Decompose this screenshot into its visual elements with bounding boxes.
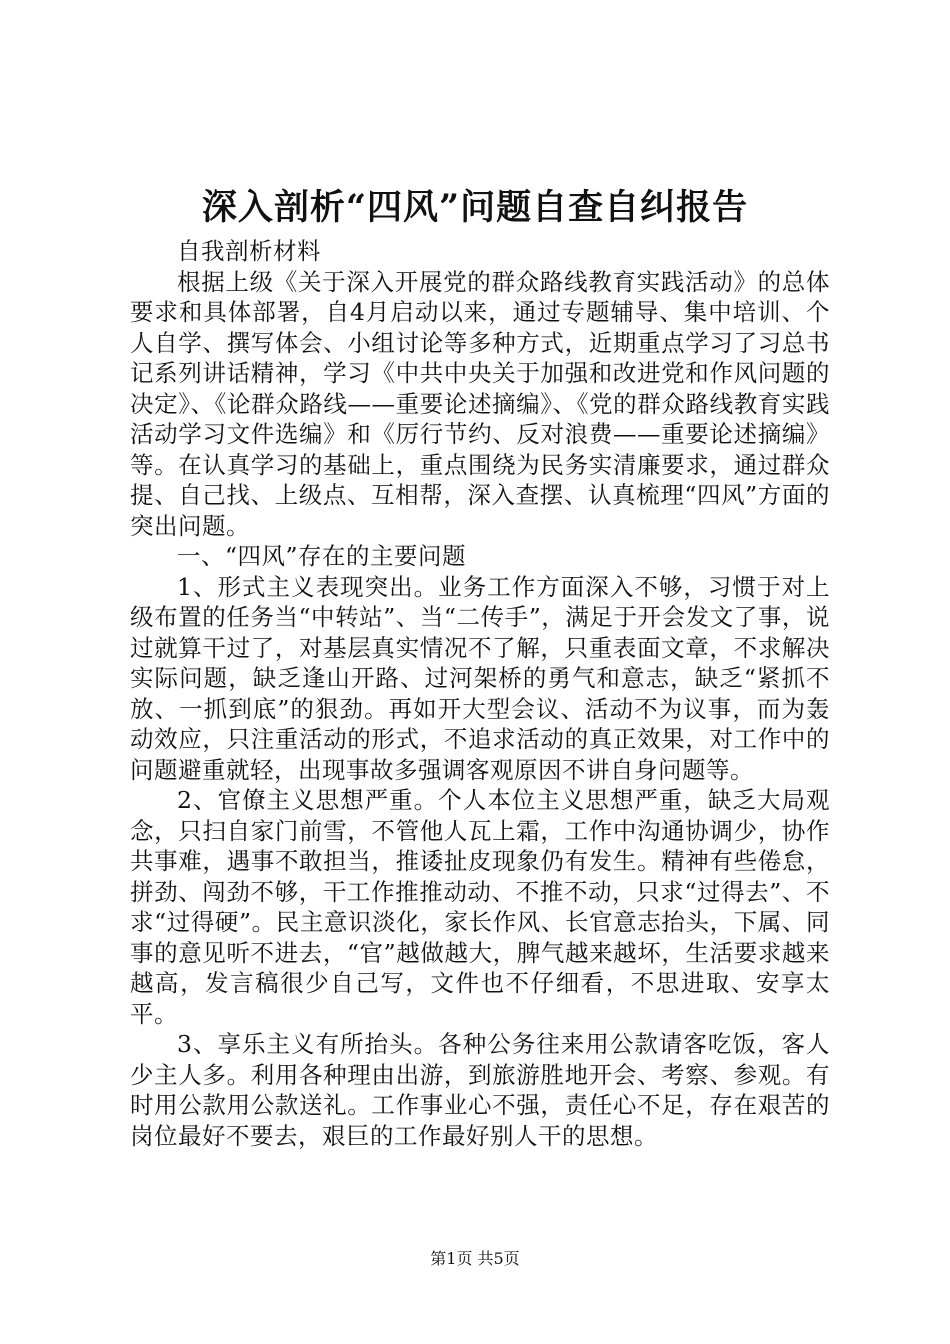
paragraph-formalism: 1、形式主义表现突出。业务工作方面深入不够，习惯于对上级布置的任务当“中转站”、当“二传手”，满足于开会发文了事，说过就算干过了，对基层真实情况不了解，只重表面文章，不求解决实际问题，缺乏逢山开路、过河架桥的勇气和意志，缺乏“紧抓不放、一抓到底”的狠劲。再如开大型会议、活动不为议事，而为轰动效应，只注重活动的形式，不追求活动的真正效果，对工作中的问题避重就轻，出现事故多强调客观原因不讲自身问题等。 [130, 572, 830, 784]
document-body [130, 236, 830, 1151]
section-heading: 一、“四风”存在的主要问题 [177, 542, 467, 570]
paragraph-subtitle: 自我剖析材料 [177, 237, 321, 265]
page-footer: 第1页 共5页 [430, 1249, 520, 1268]
paragraph-intro: 根据上级《关于深入开展党的群众路线教育实践活动》的总体要求和具体部署，自4月启动以来，通过专题辅导、集中培训、个人自学、撰写体会、小组讨论等多种方式，近期重点学习了习总书记系列讲话精神，学习《中共中央关于加强和改进党和作风问题的决定》、《论群众路线——重要论述摘编》、《党的群众路线教育实践活动学习文件选编》和《厉行节约、反对浪费——重要论述摘编》等。在认真学习的基础上，重点围绕为民务实清廉要求，通过群众提、自己找、上级点、互相帮，深入查摆、认真梳理“四风”方面的突出问题。 [130, 267, 830, 540]
document-title: 深入剖析“四风”问题自查自纠报告 [201, 187, 749, 228]
paragraph-bureaucracy: 2、官僚主义思想严重。个人本位主义思想严重，缺乏大局观念，只扫自家门前雪，不管他人瓦上霜，工作中沟通协调少，协作共事难，遇事不敢担当，推诿扯皮现象仍有发生。精神有些倦怠，拼劲、闯劲不够，干工作推推动动、不推不动，只求“过得去”、不求“过得硬”。民主意识淡化，家长作风、长官意志抬头，下属、同事的意见听不进去，“官”越做越大，脾气越来越坏，生活要求越来越高，发言稿很少自己写，文件也不仔细看，不思进取、安享太平。 [130, 786, 830, 1028]
paragraph-hedonism: 3、享乐主义有所抬头。各种公务往来用公款请客吃饭，客人少主人多。利用各种理由出游，到旅游胜地开会、考察、参观。有时用公款用公款送礼。工作事业心不强，责任心不足，存在艰苦的岗位最好不要去，艰巨的工作最好别人干的思想。 [130, 1030, 830, 1150]
